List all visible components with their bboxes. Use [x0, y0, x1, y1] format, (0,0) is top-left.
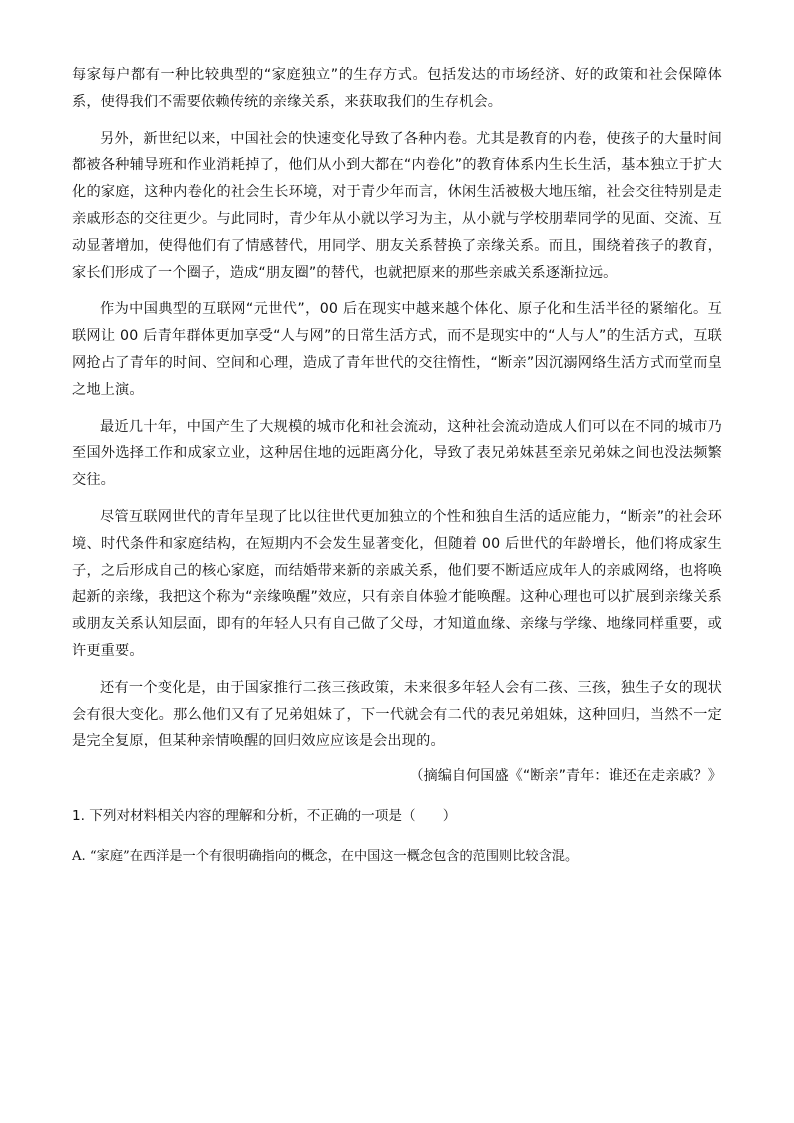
- paragraph-6: 还有一个变化是，由于国家推行二孩三孩政策，未来很多年轻人会有二孩、三孩，独生子女的现状会有很大变化。那么他们又有了兄弟姐妹了，下一代就会有二代的表兄弟姐妹，这种回归，当然不一定是完全复原，但某种亲情唤醒的回归效应应该是会出现的。: [72, 679, 722, 750]
- paragraph-4: 最近几十年，中国产生了大规模的城市化和社会流动，这种社会流动造成人们可以在不同的城市乃至国外选择工作和成家立业，这种居住地的远距离分化，导致了表兄弟妹甚至亲兄弟妹之间也没法频繁交往。: [72, 418, 722, 489]
- document-page: [72, 62, 722, 870]
- paragraph-1: 每家每户都有一种比较典型的“家庭独立”的生存方式。包括发达的市场经济、好的政策和社会保障体系，使得我们不需要依赖传统的亲缘关系，来获取我们的生存机会。: [72, 67, 722, 110]
- paragraph-2: 另外，新世纪以来，中国社会的快速变化导致了各种内卷。尤其是教育的内卷，使孩子的大量时间都被各种辅导班和作业消耗掉了，他们从小到大都在“内卷化”的教育体系内生长生活，基本独立于扩大化的家庭，这种内卷化的社会生长环境，对于青少年而言，休闲生活被极大地压缩，社会交往特别是走亲戚形态的交往更少。与此同时，青少年从小就以学习为主，从小就与学校朋辈同学的见面、交流、互动显著增加，使得他们有了情感替代，用同学、朋友关系替换了亲缘关系。而且，围绕着孩子的教育，家长们形成了一个圈子，造成“朋友圈”的替代，也就把原来的那些亲戚关系逐渐拉远。: [72, 130, 722, 281]
- source-citation: （摘编自何国盛《“断亲”青年：谁还在走亲戚？》: [409, 768, 722, 785]
- answer-option-a: A. “家庭”在西洋是一个有很明确指向的概念，在中国这一概念包含的范围则比较含混。: [72, 848, 579, 864]
- paragraph-3: 作为中国典型的互联网“元世代”，00 后在现实中越来越个体化、原子化和生活半径的紧缩化。互联网让 00 后青年群体更加享受“人与网”的日常生活方式，而不是现实中的“人与人”的生活方式，互联网抢占了青年的时间、空间和心理，造成了青年世代的交往惰性，“断亲”因沉溺网络生活方式而堂而皇之地上演。: [72, 301, 722, 398]
- paragraph-5: 尽管互联网世代的青年呈现了比以往世代更加独立的个性和独自生活的适应能力，“断亲”的社会环境、时代条件和家庭结构，在短期内不会发生显著变化，但随着 00 后世代的年龄增长，他们将成家生子，之后形成自己的核心家庭，而结婚带来新的亲戚关系，他们要不断适应成年人的亲戚网络，也将唤起新的亲缘，我把这个称为“亲缘唤醒”效应，只有亲自体验才能唤醒。这种心理也可以扩展到亲缘关系或朋友关系认知层面，即有的年轻人只有自己做了父母，才知道血缘、亲缘与学缘、地缘同样重要，或许更重要。: [72, 508, 722, 659]
- question-1: 1. 下列对材料相关内容的理解和分析，不正确的一项是（ ）: [72, 807, 457, 824]
